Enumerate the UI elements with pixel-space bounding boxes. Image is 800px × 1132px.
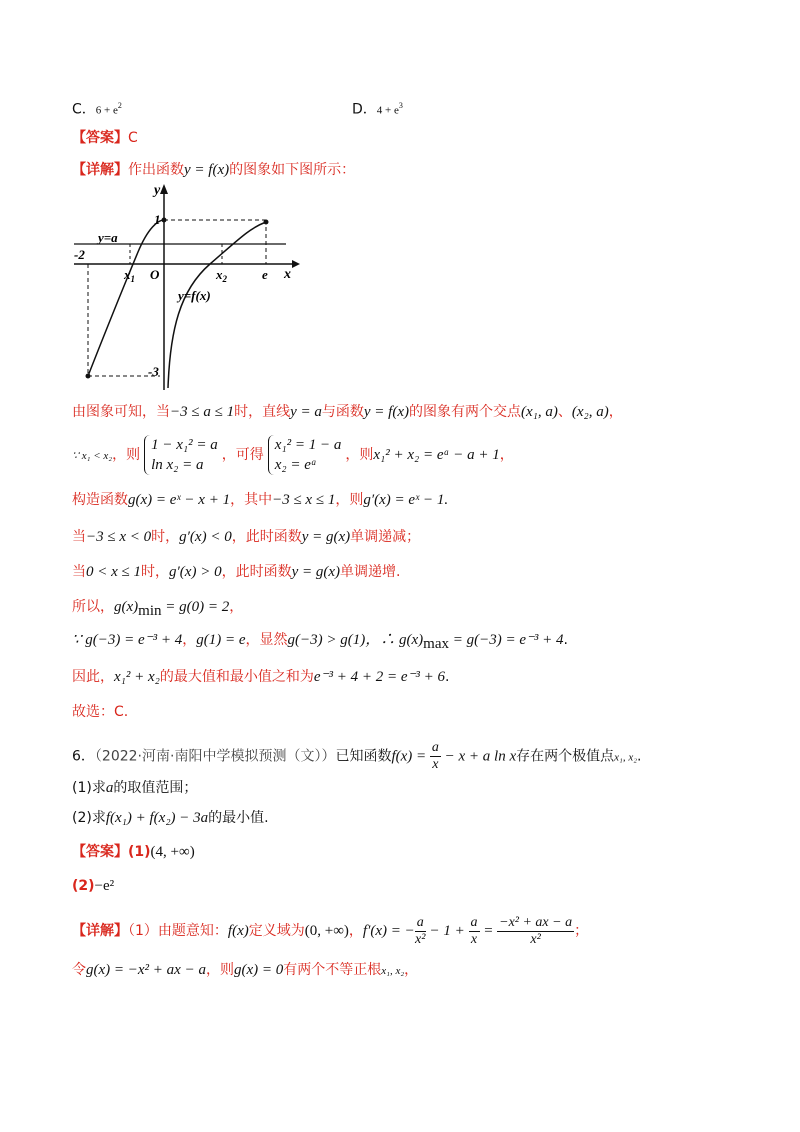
q5-line7-b: ， bbox=[182, 632, 197, 648]
option-d-expr: 4 + e bbox=[376, 104, 399, 117]
q5-conclusion bbox=[72, 702, 128, 722]
q6-part2-a: (2)求 bbox=[72, 810, 106, 826]
option-c-exp: 2 bbox=[117, 101, 122, 110]
q6-answer2 bbox=[72, 876, 114, 896]
q5-line1 bbox=[72, 402, 623, 422]
q6-last-d: g(x) = 0 bbox=[233, 962, 284, 978]
q5-line3-f: g′(x) = eˣ − 1. bbox=[363, 492, 449, 508]
option-c-expr: 6 + e bbox=[95, 104, 118, 117]
q5-line5-g: 单调递增. bbox=[340, 564, 401, 580]
tick-neg2-label: -2 bbox=[74, 247, 85, 262]
q6-last-g: ， bbox=[404, 962, 419, 978]
q5-line6-sub: min bbox=[138, 602, 162, 619]
q6-stem-func: f(x) = bbox=[391, 748, 430, 765]
q6-detail-a: （1）由题意知： bbox=[128, 923, 228, 939]
q5-line1-j: (x₂, a) bbox=[571, 404, 609, 420]
q6-part2-expr: f(x₁) + f(x₂) − 3a bbox=[105, 810, 209, 826]
q5-answer bbox=[72, 128, 138, 148]
q6-answer-tag: 【答案】 bbox=[72, 844, 128, 860]
q6-last-line bbox=[72, 960, 418, 981]
q5-detail-intro: 作出函数 bbox=[128, 162, 184, 178]
q5-line2-end: ， bbox=[499, 447, 514, 463]
q5-line8 bbox=[72, 667, 449, 687]
x-axis-label: x bbox=[284, 267, 291, 282]
q5-line5-a: 当 bbox=[72, 564, 86, 580]
q6-number: 6． bbox=[72, 748, 95, 765]
q6-source: （2022·河南·南阳中学模拟预测（文）） bbox=[94, 748, 336, 765]
q5-line2-obtain: ，可得 bbox=[221, 447, 264, 463]
options-d-label: D． bbox=[352, 101, 377, 118]
q5-line4-g: 单调递减； bbox=[350, 529, 421, 545]
q6-detail-h: = bbox=[479, 923, 498, 939]
q5-line1-a: 由图象可知，当 bbox=[72, 404, 170, 420]
q5-line4-a: 当 bbox=[72, 529, 86, 545]
q5-line4-e: ，此时函数 bbox=[231, 529, 302, 545]
q6-stem-frac-den: x bbox=[432, 757, 439, 772]
q5-line5-f: y = g(x) bbox=[291, 564, 341, 580]
q6-stem-end: . bbox=[637, 748, 642, 765]
q6-answer1-label: (1) bbox=[128, 844, 151, 860]
q5-line2-because: ∵ x₁ < x₂ bbox=[72, 450, 113, 462]
q6-last-a: 令 bbox=[72, 962, 86, 978]
q5-line1-b: −3 ≤ a ≤ 1 bbox=[170, 404, 235, 420]
q5-detail-intro-end: 的图象如下图所示： bbox=[229, 162, 356, 178]
q5-line5-c: 时， bbox=[141, 564, 170, 580]
q6-answer2-label: (2) bbox=[72, 878, 95, 894]
q5-line5-b: 0 < x ≤ 1 bbox=[86, 564, 142, 580]
q5-line1-h: (x₁, a) bbox=[520, 404, 558, 420]
q5-line8-c: 的最大值和最小值之和为 bbox=[159, 669, 314, 685]
q6-stem bbox=[72, 740, 642, 773]
q5-line3-a: 构造函数 bbox=[72, 492, 128, 508]
q6-part1-a: (1)求 bbox=[72, 780, 106, 796]
q6-last-b: g(x) = −x² + ax − a bbox=[86, 962, 206, 978]
q6-stem-b: 存在两个极值点 bbox=[516, 748, 615, 765]
q5-line4 bbox=[72, 527, 420, 547]
q5-line7-c: g(1) = e bbox=[196, 632, 246, 648]
x-axis-arrow-icon bbox=[292, 260, 300, 268]
q5-line4-c: 时， bbox=[151, 529, 180, 545]
q5-line5-d: g′(x) > 0 bbox=[169, 564, 222, 580]
x1-label: $x_1$ bbox=[124, 267, 135, 284]
origin-label: O bbox=[150, 267, 160, 282]
q6-last-f: x₁, x₂ bbox=[381, 965, 405, 977]
tick-1-label: 1 bbox=[154, 212, 161, 227]
q5-detail-intro-expr: y = f(x) bbox=[184, 162, 230, 178]
q5-line1-g: 的图象有两个交点 bbox=[408, 404, 521, 420]
q5-line6-c: = g(0) = 2 bbox=[161, 599, 230, 615]
q6-detail-b: f(x) bbox=[227, 923, 249, 939]
q5-graph-x1: x bbox=[124, 267, 131, 282]
q6-detail-i: ； bbox=[574, 923, 589, 939]
e-label: e bbox=[262, 267, 268, 282]
q6-part2 bbox=[72, 808, 269, 828]
q5-line1-k: ， bbox=[608, 404, 623, 420]
q6-detail-frac1-den: x² bbox=[415, 931, 426, 947]
q5-answer: C bbox=[128, 130, 138, 146]
q5-line7-g: = g(−3) = e⁻³ + 4 bbox=[448, 632, 564, 648]
q5-line7-h: . bbox=[563, 632, 568, 648]
q5-conclusion: 故选：C. bbox=[72, 704, 129, 720]
q5-line3-b: g(x) = eˣ − x + 1 bbox=[128, 492, 231, 508]
q5-line1-d: y = a bbox=[290, 404, 322, 420]
y-axis-arrow-icon bbox=[160, 184, 168, 194]
q5-line7 bbox=[72, 630, 568, 654]
q5-line2-sys2-b: x₂ = eᵃ bbox=[274, 457, 317, 473]
q5-line2-sys2-a: x₁² = 1 − a bbox=[274, 437, 342, 453]
q5-line7-sub: max bbox=[423, 635, 449, 652]
q5-line2-sys1-a: 1 − x₁² = a bbox=[151, 437, 218, 453]
q6-detail-e: ， bbox=[348, 923, 363, 939]
options-d-exp: 3 bbox=[398, 101, 403, 110]
q5-line7-a: ∵ g(−3) = e⁻³ + 4 bbox=[72, 632, 183, 648]
q5-line6 bbox=[72, 597, 243, 621]
q5-line6-d: ， bbox=[229, 599, 244, 615]
q5-line2-then: ，则 bbox=[112, 447, 141, 463]
q5-line2 bbox=[72, 432, 514, 479]
q6-stem-frac-num: a bbox=[431, 740, 439, 755]
curve-label: y=f(x) bbox=[178, 288, 211, 303]
q5-line1-e: 与函数 bbox=[321, 404, 364, 420]
q6-part1-b: 的取值范围； bbox=[113, 780, 198, 796]
q5-graph-x2: x bbox=[216, 267, 223, 282]
function-graph bbox=[70, 180, 300, 390]
line-label: y=a bbox=[98, 230, 118, 245]
q5-line7-f: ，∴ g(x) bbox=[365, 632, 424, 648]
q5-line4-b: −3 ≤ x < 0 bbox=[86, 529, 152, 545]
y-axis-label: y bbox=[154, 183, 161, 198]
q6-detail-frac2-num: a bbox=[470, 914, 478, 930]
q5-answer-tag: 【答案】 bbox=[72, 130, 128, 146]
q5-line7-d: ，显然 bbox=[245, 632, 288, 648]
q6-detail-frac1-num: a bbox=[416, 914, 424, 930]
q6-detail-tag: 【详解】 bbox=[72, 923, 128, 939]
q5-line6-a: 所以， bbox=[72, 599, 114, 615]
q6-detail-g: − 1 + bbox=[425, 923, 469, 939]
q6-detail-frac2-den: x bbox=[470, 931, 478, 947]
q5-line7-e: g(−3) > g(1) bbox=[287, 632, 366, 648]
q6-detail-d: (0, +∞) bbox=[304, 923, 349, 939]
q6-detail-frac3-num: −x² + ax − a bbox=[499, 914, 573, 930]
q6-detail bbox=[72, 914, 588, 948]
q5-line3-c: ，其中 bbox=[230, 492, 273, 508]
options-c-label: C． bbox=[72, 101, 96, 118]
q5-line4-d: g′(x) < 0 bbox=[179, 529, 232, 545]
q6-stem-points: x₁, x₂ bbox=[614, 751, 638, 764]
q5-line5-e: ，此时函数 bbox=[221, 564, 292, 580]
q6-answer bbox=[72, 842, 195, 862]
q5-line1-c: 时，直线 bbox=[234, 404, 291, 420]
q5-line4-f: y = g(x) bbox=[301, 529, 351, 545]
q6-last-e: 有两个不等正根 bbox=[283, 962, 382, 978]
option-c bbox=[72, 96, 403, 121]
q6-part2-b: 的最小值. bbox=[208, 810, 269, 826]
q5-line8-b: x₁² + x₂ bbox=[114, 669, 160, 685]
q5-line3-e: ，则 bbox=[335, 492, 364, 508]
q6-stem-func-rest: − x + a ln x bbox=[440, 748, 517, 765]
q5-line8-d: e⁻³ + 4 + 2 = e⁻³ + 6 bbox=[313, 669, 446, 685]
q5-line8-e: . bbox=[445, 669, 450, 685]
tick-neg3-label: -3 bbox=[148, 364, 159, 379]
q5-line6-b: g(x) bbox=[114, 599, 139, 615]
q5-line3 bbox=[72, 490, 448, 510]
q6-answer1: (4, +∞) bbox=[150, 844, 195, 860]
q6-last-c: ，则 bbox=[205, 962, 234, 978]
q6-part1 bbox=[72, 778, 197, 798]
q6-detail-c: 定义域为 bbox=[248, 923, 305, 939]
q5-line8-a: 因此， bbox=[72, 669, 114, 685]
q6-detail-frac3-den: x² bbox=[530, 931, 541, 947]
q6-part1-var: a bbox=[105, 780, 114, 796]
q5-line1-f: y = f(x) bbox=[363, 404, 409, 420]
q6-stem-a: 已知函数 bbox=[335, 748, 392, 765]
q5-line2-then2: ，则 bbox=[345, 447, 374, 463]
q5-line2-result: x₁² + x₂ = eᵃ − a + 1 bbox=[373, 447, 500, 463]
q6-answer2: −e² bbox=[94, 878, 115, 894]
q6-detail-f: f′(x) = − bbox=[362, 923, 415, 939]
q5-line5 bbox=[72, 562, 400, 582]
q5-detail-intro bbox=[72, 160, 355, 180]
option-d bbox=[352, 96, 403, 121]
q5-line3-d: −3 ≤ x ≤ 1 bbox=[272, 492, 336, 508]
q5-line1-i: 、 bbox=[557, 404, 572, 420]
q5-line2-sys1-b: ln x₂ = a bbox=[151, 457, 204, 473]
x2-label: $x_2$ bbox=[216, 267, 227, 284]
q5-detail-tag: 【详解】 bbox=[72, 162, 128, 178]
